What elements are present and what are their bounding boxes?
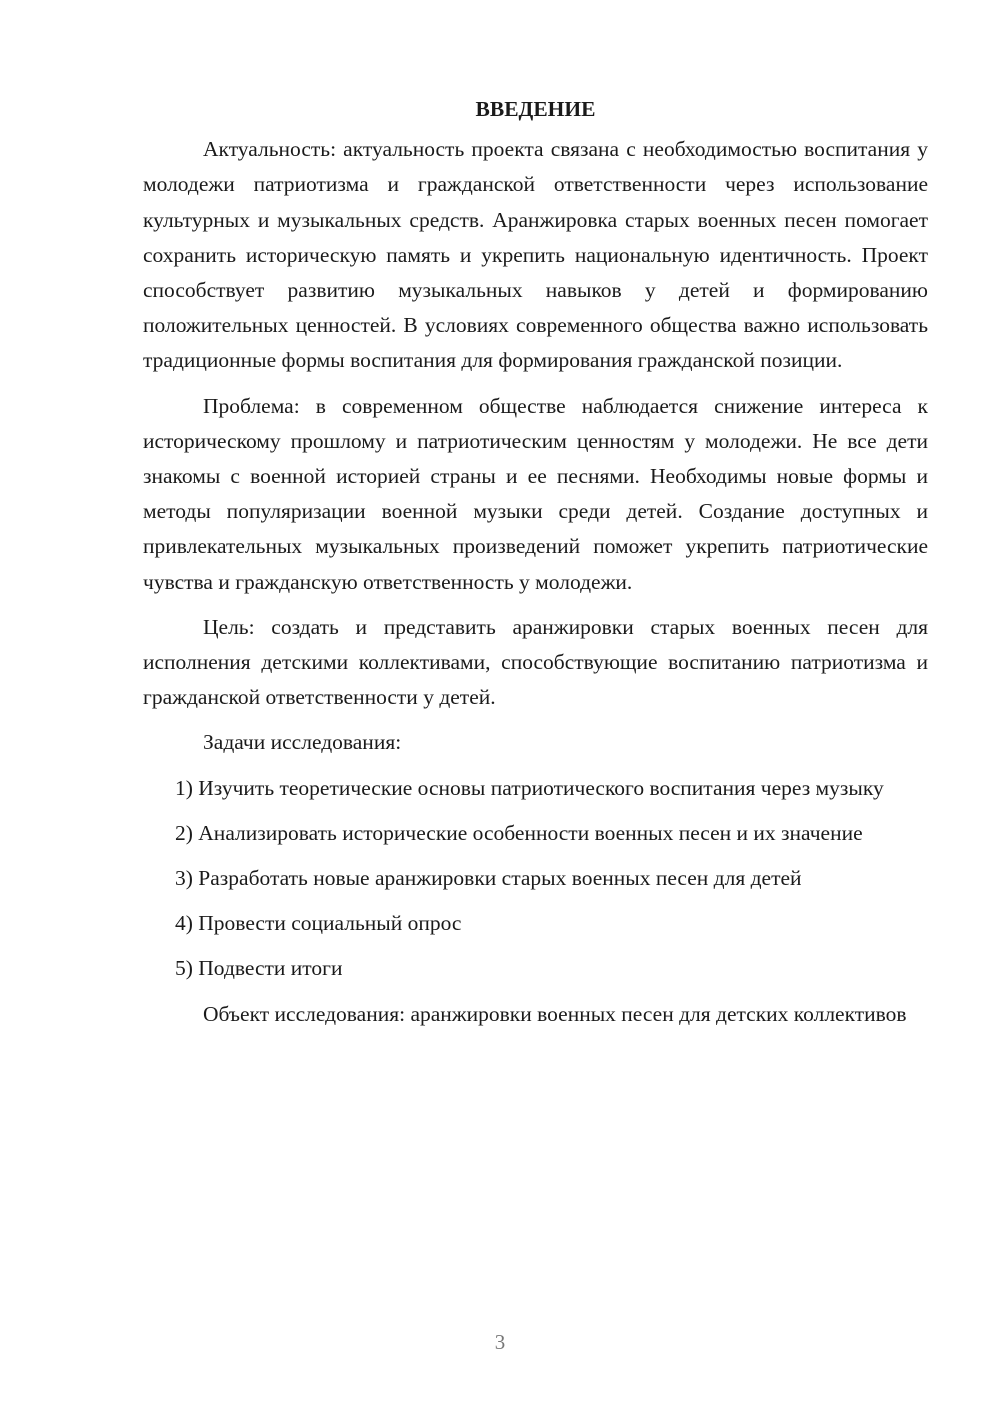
tasks-list [143, 771, 928, 987]
document-page [143, 92, 928, 1042]
page-number: 3 [494, 1330, 506, 1354]
object-paragraph: Объект исследования: аранжировки военных песен для детских коллективов [203, 1001, 907, 1026]
task-item-4: 4) Провести социальный опрос [175, 911, 462, 936]
task-item-2: 2) Анализировать исторические особенности военных песен и их значение [175, 820, 863, 845]
page-title: ВВЕДЕНИЕ [475, 97, 596, 121]
task-item-1: 1) Изучить теоретические основы патриотического воспитания через музыку [175, 775, 884, 800]
task-item-5: 5) Подвести итоги [175, 956, 343, 981]
relevance-paragraph: Актуальность: актуальность проекта связана с необходимостью воспитания у молодежи патриотизма и гражданской ответственности через использование культурных и музыкальных средств. Аранжировка старых военных песен помогает сохранить историческую память и укрепить национальную идентичность. Проект способствует развитию музыкальных навыков у детей и формированию положительных ценностей. В условиях современного общества важно использовать традиционные формы воспитания для формирования гражданской позиции. [143, 137, 928, 373]
tasks-heading: Задачи исследования: [203, 730, 402, 755]
task-item-3: 3) Разработать новые аранжировки старых военных песен для детей [175, 866, 802, 891]
goal-paragraph: Цель: создать и представить аранжировки старых военных песен для исполнения детскими коллективами, способствующие воспитанию патриотизма и гражданской ответственности у детей. [143, 614, 928, 710]
problem-paragraph: Проблема: в современном обществе наблюдается снижение интереса к историческому прошлому и патриотическим ценностям у молодежи. Не все дети знакомы с военной историей страны и ее песнями. Необходимы новые формы и методы популяризации военной музыки среди детей. Создание доступных и привлекательных музыкальных произведений поможет укрепить патриотические чувства и гражданскую ответственность у молодежи. [143, 393, 928, 594]
